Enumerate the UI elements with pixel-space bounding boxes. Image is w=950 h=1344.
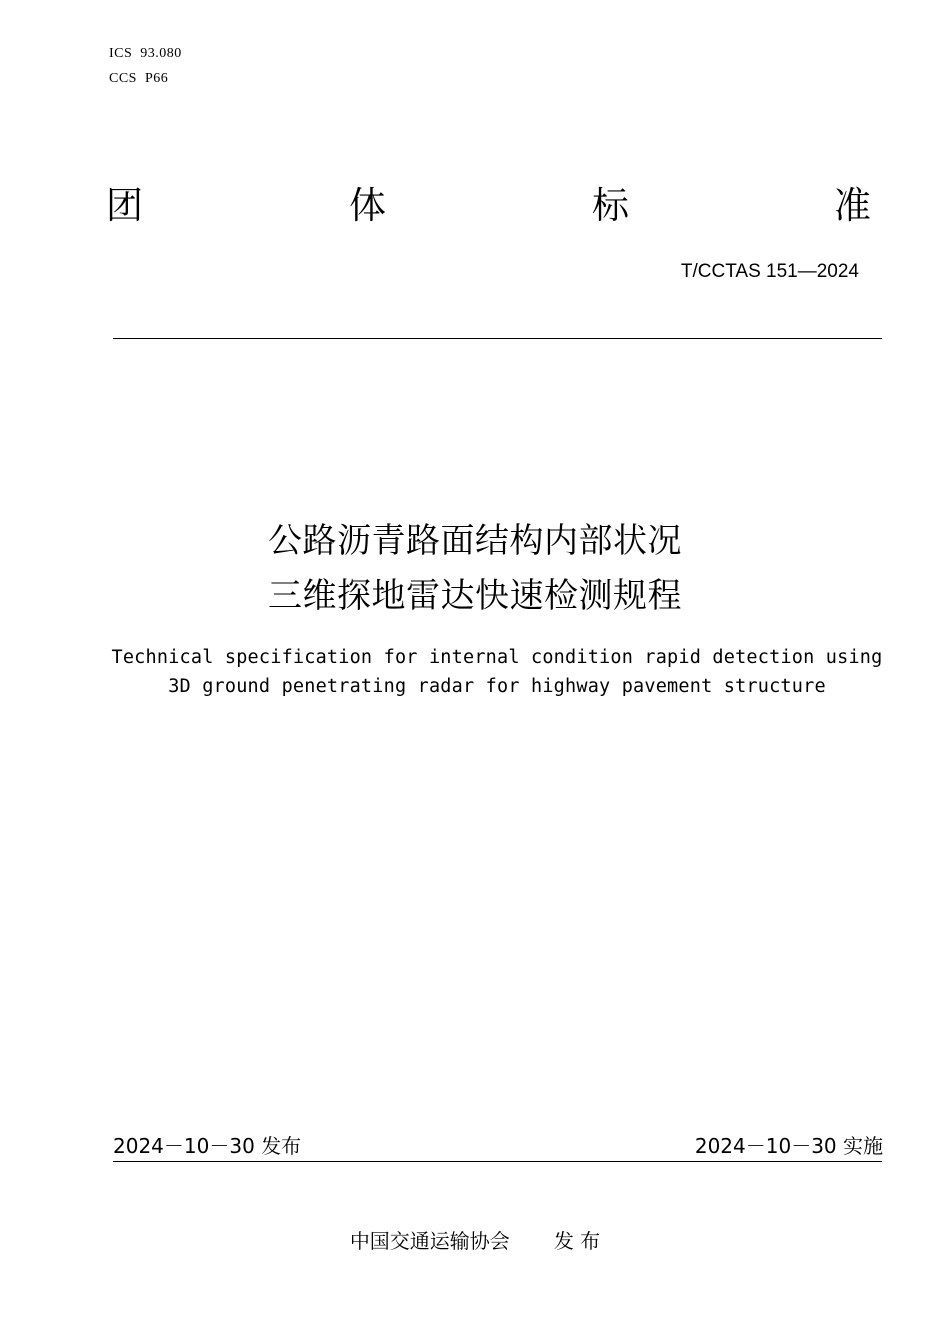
- title-english-line-1: Technical specification for internal condition rapid detection using: [111, 647, 883, 668]
- standard-type-char-3: 标: [592, 184, 629, 227]
- standard-type-char-4: 准: [834, 184, 871, 227]
- title-english-line-2: 3D ground penetrating radar for highway pavement structure: [168, 676, 826, 697]
- ics-code: ICS 93.080: [109, 46, 182, 61]
- standard-type-char-1: 团: [106, 184, 143, 227]
- publisher-name: 中国交通运输协会: [349, 1229, 510, 1253]
- publish-action: 发 布: [553, 1229, 601, 1253]
- issue-date: 2024－10－30 发布: [113, 1134, 302, 1158]
- title-chinese-line-1: 公路沥青路面结构内部状况: [268, 521, 682, 561]
- standard-type-char-2: 体: [349, 184, 386, 227]
- ccs-code: CCS P66: [109, 71, 169, 86]
- implementation-date: 2024－10－30 实施: [694, 1134, 883, 1158]
- title-chinese-line-2: 三维探地雷达快速检测规程: [268, 576, 682, 616]
- publisher-line: [0, 1228, 950, 1254]
- header-divider: [113, 338, 882, 339]
- standard-number: T/CCTAS 151—2024: [680, 261, 859, 282]
- date-divider: [113, 1161, 882, 1162]
